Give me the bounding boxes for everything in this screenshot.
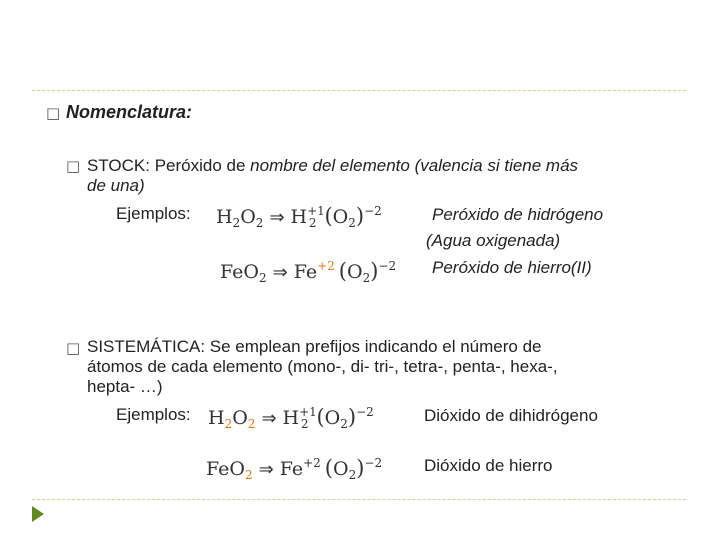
sistematica-ejemplos-label: Ejemplos: <box>116 405 191 424</box>
stock-line-1 <box>87 156 578 176</box>
stock-line-2: de una) <box>87 176 145 195</box>
bullet-icon: □ <box>66 157 81 175</box>
stock-italic: nombre del elemento (valencia si tiene más <box>250 156 579 175</box>
stock-ejemplos-label: Ejemplos: <box>116 204 191 223</box>
formula-feo2-stock: FeO$_2$ ⇒ $Fe^{+2}$ $(O_2)^{-2}$ <box>220 259 397 285</box>
stock-prefix: STOCK: Peróxido de <box>87 156 251 175</box>
sistematica-line-1: SISTEMÁTICA: Se emplean prefijos indicando el número de <box>87 337 542 356</box>
stock-ex1-name2: (Agua oxigenada) <box>426 231 561 250</box>
next-slide-icon[interactable] <box>32 506 44 522</box>
stock-ex1-name: Peróxido de hidrógeno <box>432 205 604 224</box>
sistematica-line-3: hepta- …) <box>87 377 163 396</box>
page-title: Nomenclatura: <box>66 102 193 122</box>
sistematica-ex2-name: Dióxido de hierro <box>424 456 553 475</box>
bullet-icon: □ <box>66 339 81 357</box>
sistematica-ex1-name: Dióxido de dihidrógeno <box>424 406 598 425</box>
formula-feo2-sistematica: FeO$_2$ ⇒ $Fe^{+2}$ $(O_2)^{-2}$ <box>206 456 383 482</box>
formula-h2o2-stock: $H_2O_2$ ⇒ $H^{+1}_2$ $(O_2)^{-2}$ <box>216 204 382 230</box>
top-divider <box>32 90 686 91</box>
sistematica-line-2: átomos de cada elemento (mono-, di- tri-, tetra-, penta-, hexa-, <box>87 357 558 376</box>
bottom-divider <box>32 499 686 500</box>
bullet-icon: □ <box>46 104 61 122</box>
formula-h2o2-sistematica: $H_2O_2$ ⇒ $H^{+1}_2$ $(O_2)^{-2}$ <box>208 405 374 431</box>
stock-ex2-name: Peróxido de hierro(II) <box>432 258 592 277</box>
